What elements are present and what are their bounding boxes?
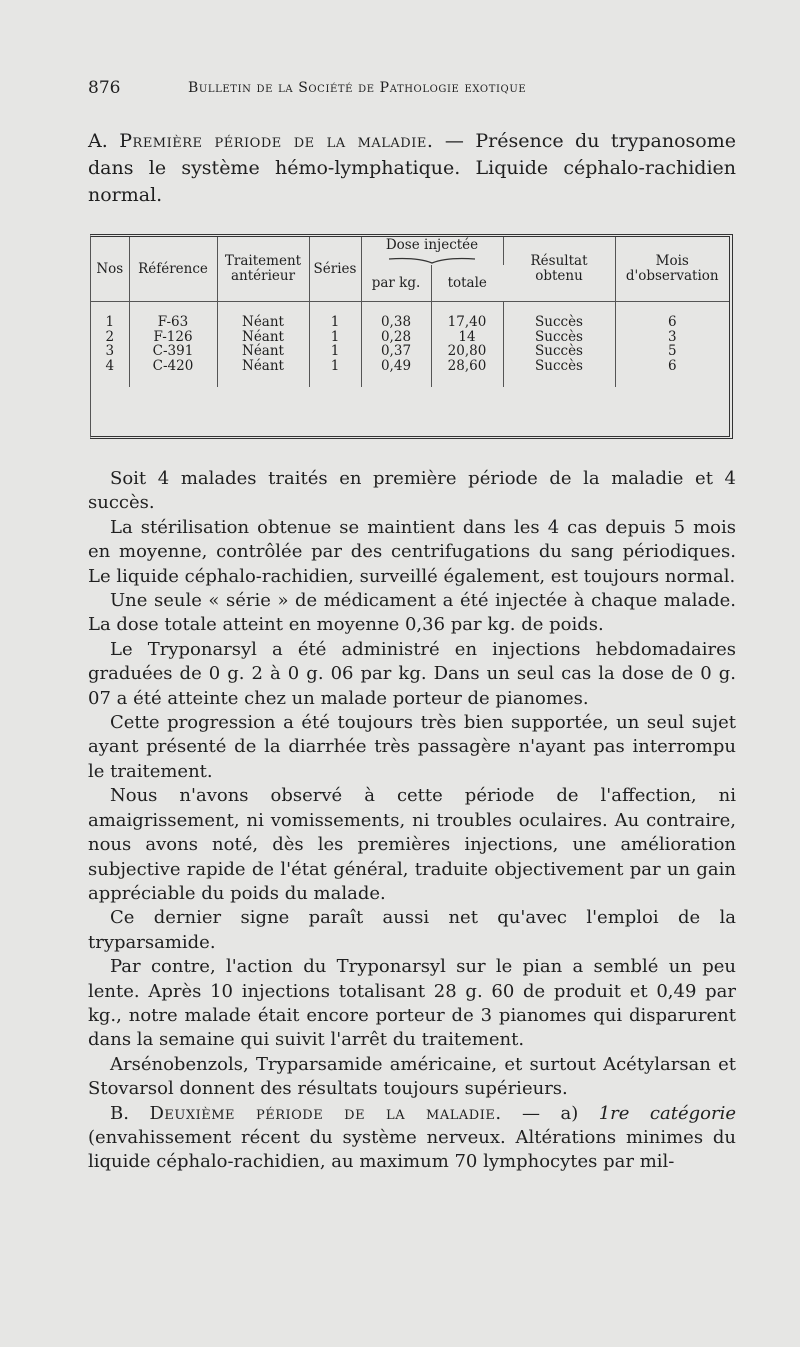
section-b-label: B. xyxy=(110,1102,129,1124)
cell-mois: 6 xyxy=(667,314,677,330)
cell-resultat: Succès xyxy=(503,344,615,359)
cell-totale: 17,40 xyxy=(431,315,503,330)
cell-series: 1 xyxy=(309,344,361,359)
paragraph: Arsénobenzols, Tryparsamide américaine, et surtout Acétylarsan et Stovarsol donnent des résultats toujours supérieurs. xyxy=(88,1053,736,1100)
cell-mois: 3 xyxy=(667,328,677,345)
section-b-part: — a) xyxy=(501,1102,599,1124)
cell-no: 1 xyxy=(91,315,129,330)
col-header-dose-group xyxy=(361,237,503,265)
cell-resultat: Succès xyxy=(503,359,615,374)
dose-brace-icon xyxy=(387,255,477,265)
cell-par-kg: 0,38 xyxy=(361,315,431,330)
col-header-par-kg: par kg. xyxy=(361,265,431,302)
cell-totale: 14 xyxy=(431,330,503,345)
cell-series: 1 xyxy=(309,315,361,330)
cell-ref: F-126 xyxy=(129,330,217,345)
paragraph: Soit 4 malades traités en première période de la maladie et 4 succès. xyxy=(88,468,736,514)
cell-totale: 20,80 xyxy=(431,344,503,359)
results-table xyxy=(90,234,733,439)
section-a-label: A. xyxy=(88,130,108,152)
section-a-heading: Première période de la maladie. xyxy=(119,130,434,152)
cell-traitement: Néant xyxy=(217,315,309,330)
paragraph: Par contre, l'action du Tryponarsyl sur le pian a semblé un peu lente. Après 10 injections totalisant 28 g. 60 de produit et 0,49 par kg., notre malade était encore porteur de 3 pianomes qui disparurent dans la semaine qui suivit l'arrêt du traitement. xyxy=(88,956,736,1051)
cell-no: 3 xyxy=(91,344,129,359)
col-header-reference: Référence xyxy=(129,237,217,302)
col-header-traitement: Traitement antérieur xyxy=(217,237,309,302)
paragraph: Le Tryponarsyl a été administré en injections hebdomadaires graduées de 0 g. 2 à 0 g. 06 par kg. Dans un seul cas la dose de 0 g. 07 a été atteinte chez un malade porteur de pianomes. xyxy=(88,638,736,709)
cell-ref: F-63 xyxy=(129,315,217,330)
cell-par-kg: 0,37 xyxy=(361,344,431,359)
section-b-category: 1re catégorie xyxy=(598,1102,736,1124)
cell-mois: 5 xyxy=(667,343,677,359)
cell-mois: 6 xyxy=(667,357,677,374)
page-number: 876 xyxy=(88,78,121,98)
paragraph: Une seule « série » de médicament a été injectée à chaque malade. La dose totale atteint en moyenne 0,36 par kg. de poids. xyxy=(88,590,736,636)
cell-totale: 28,60 xyxy=(431,359,503,374)
cell-no: 4 xyxy=(91,359,129,374)
table-row xyxy=(91,330,729,345)
cell-resultat: Succès xyxy=(503,330,615,345)
cell-resultat: Succès xyxy=(503,315,615,330)
table-row xyxy=(91,359,729,374)
cell-traitement: Néant xyxy=(217,330,309,345)
section-a-intro xyxy=(88,128,736,209)
col-header-resultat: Résultat obtenu xyxy=(503,237,615,302)
body-text xyxy=(88,467,736,1175)
page-header xyxy=(88,78,748,108)
col-header-mois: Mois d'observation xyxy=(625,253,719,284)
cell-traitement: Néant xyxy=(217,344,309,359)
cell-ref: C-420 xyxy=(129,359,217,374)
table-separator xyxy=(91,302,729,316)
cell-par-kg: 0,28 xyxy=(361,330,431,345)
cell-series: 1 xyxy=(309,359,361,374)
section-b-heading: Deuxième période de la maladie. xyxy=(149,1102,502,1124)
paragraph: Ce dernier signe paraît aussi net qu'avec l'emploi de la tryparsamide. xyxy=(88,907,736,953)
cell-par-kg: 0,49 xyxy=(361,359,431,374)
cell-no: 2 xyxy=(91,330,129,345)
col-header-totale: totale xyxy=(447,274,487,291)
running-title: Bulletin de la Société de Pathologie exotique xyxy=(188,80,527,96)
col-header-series: Séries xyxy=(309,237,361,302)
cell-ref: C-391 xyxy=(129,344,217,359)
section-b-text: (envahissement récent du système nerveux. Altérations minimes du liquide céphalo-rachidien, au maximum 70 lymphocytes par mil- xyxy=(88,1126,736,1173)
section-b-intro xyxy=(88,1102,736,1175)
table-row xyxy=(91,315,729,330)
cell-series: 1 xyxy=(309,330,361,345)
cell-traitement: Néant xyxy=(217,359,309,374)
paragraph: Nous n'avons observé à cette période de l'affection, ni amaigrissement, ni vomissements, ni troubles oculaires. Au contraire, nous avons noté, dès les premières injections, une amélioration subjective rapide de l'état général, traduite objectivement par un gain appréciable du poids du malade. xyxy=(88,785,736,904)
section-a-text: — Présence du trypanosome dans le système hémo-lymphatique. Liquide céphalo-rachidien normal. xyxy=(88,130,737,206)
table-row xyxy=(91,344,729,359)
paragraph: Cette progression a été toujours très bien supportée, un seul sujet ayant présenté de la diarrhée très passagère n'ayant pas interrompu le traitement. xyxy=(88,712,736,782)
col-header-dose: Dose injectée xyxy=(385,236,479,253)
col-header-no: Nos xyxy=(91,237,129,302)
paragraph: La stérilisation obtenue se maintient dans les 4 cas depuis 5 mois en moyenne, contrôlée par des centrifugations du sang périodiques. Le liquide céphalo-rachidien, surveillé également, est toujours normal. xyxy=(88,516,736,587)
